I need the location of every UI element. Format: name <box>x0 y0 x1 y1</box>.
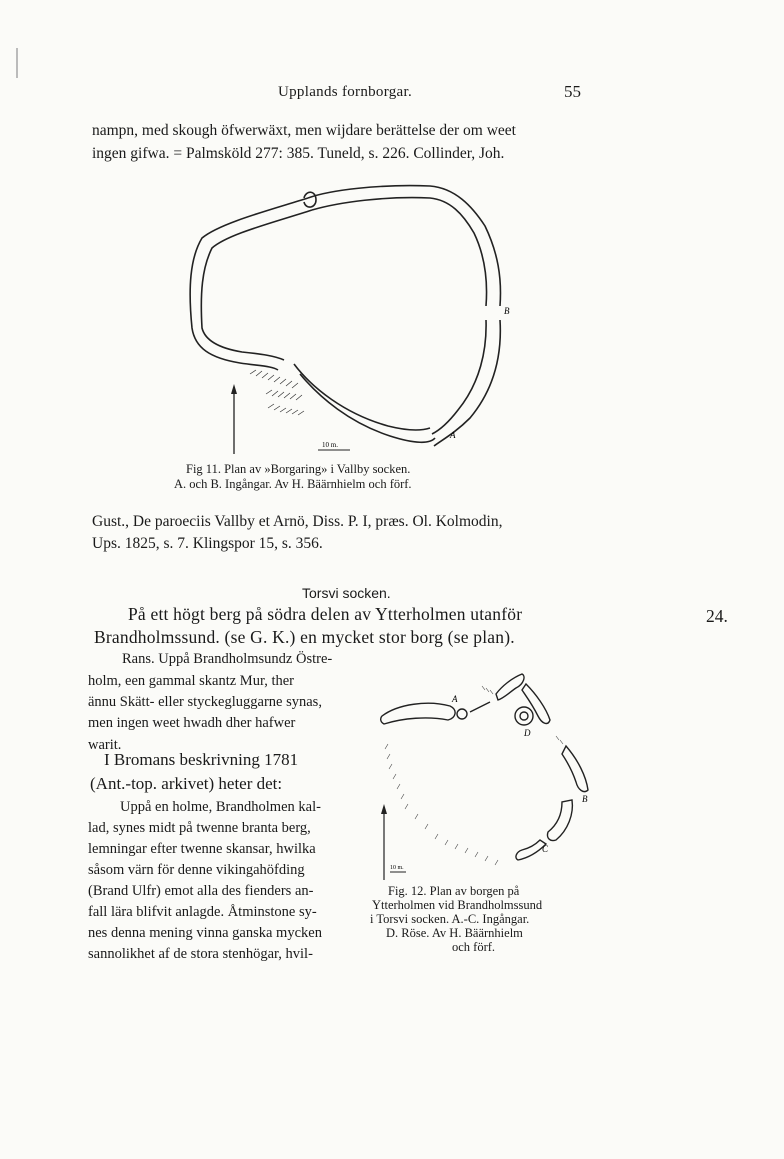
wall-segment-b <box>547 800 572 841</box>
label-d: D <box>524 728 531 738</box>
label-b: B <box>504 306 510 316</box>
label-b: B <box>582 794 588 804</box>
text-line: I Bromans beskrivning 1781 <box>104 750 299 769</box>
fortress-plan-figure-11 <box>180 178 520 462</box>
text-line: nes denna mening vinna ganska mycken <box>88 925 322 941</box>
scale-label: 10 m. <box>390 865 404 871</box>
text-line: lad, synes midt på twenne branta berg, <box>88 820 311 836</box>
text-line: ingen gifwa. = Palmsköld 277: 385. Tuneld, s. 226. Collinder, Joh. <box>92 145 505 162</box>
cairn-d <box>515 707 533 725</box>
wall-south-outer <box>300 374 435 442</box>
wall-se-inner <box>432 320 486 434</box>
text-line: På ett högt berg på södra delen av Ytterholmen utanför <box>128 604 523 624</box>
text-line: men ingen weet hwadh dher hafwer <box>88 715 296 731</box>
wall-se-outer <box>434 320 500 446</box>
wall-left-inner <box>201 210 312 360</box>
figure-caption: och förf. <box>452 940 496 954</box>
wall-inner <box>312 198 487 306</box>
text-line: Rans. Uppå Brandholmsundz Östre- <box>122 651 333 667</box>
text-line: ännu Skätt- eller styckegluggarne synas, <box>88 694 322 710</box>
figure-caption: D. Röse. Av H. Bäärnhielm <box>386 926 523 940</box>
text-line: (Ant.-top. arkivet) heter det: <box>90 774 283 793</box>
label-c: C <box>542 844 549 854</box>
wall-left-outer <box>190 198 308 370</box>
figure-caption: Fig 11. Plan av »Borgaring» i Vallby socken. <box>186 462 411 476</box>
text-line: lemningar efter twenne skansar, hwilka <box>88 841 316 857</box>
text-line: Gust., De paroeciis Vallby et Arnö, Diss. P. I, præs. Ol. Kolmodin, <box>92 513 503 530</box>
wall-south-inner <box>294 364 430 430</box>
section-title: Torsvi socken. <box>302 585 391 601</box>
text-line: sannolikhet af de stora stenhögar, hvil- <box>88 946 313 962</box>
text-line: Uppå en holme, Brandholmen kal- <box>120 799 321 815</box>
running-header: Upplands fornborgar. <box>278 84 413 100</box>
figure-caption: Fig. 12. Plan av borgen på <box>388 884 520 898</box>
scale-label: 10 m. <box>322 441 338 449</box>
text-line: (Brand Ulfr) emot alla des fienders an- <box>88 883 314 899</box>
text-line: holm, een gammal skantz Mur, ther <box>88 673 294 689</box>
text-line: Ups. 1825, s. 7. Klingspor 15, s. 356. <box>92 535 323 552</box>
figure-caption: Ytterholmen vid Brandholmssund <box>372 898 543 912</box>
text-line: fall lära blifvit anlagde. Åtminstone sy- <box>88 904 317 920</box>
text-line: nampn, med skough öfwerwäxt, men wijdare berättelse der om weet <box>92 122 516 139</box>
figure-caption: i Torsvi socken. A.-C. Ingångar. <box>370 912 530 926</box>
margin-mark <box>16 48 18 78</box>
text-line: såsom värn för denne vikingahöfding <box>88 862 305 878</box>
fortress-plan-figure-12 <box>378 664 628 884</box>
text-line: warit. <box>88 737 122 753</box>
page-number: 55 <box>564 82 581 101</box>
text-line: Brandholmssund. (se G. K.) en mycket stor borg (se plan). <box>94 627 515 647</box>
figure-caption: A. och B. Ingångar. Av H. Bäärnhielm och förf. <box>174 477 412 491</box>
label-a: A <box>452 694 458 704</box>
label-a: A <box>450 430 456 440</box>
wall-segment-north <box>496 674 524 700</box>
margin-number: 24. <box>706 606 728 626</box>
wall-segment-a <box>381 703 455 724</box>
